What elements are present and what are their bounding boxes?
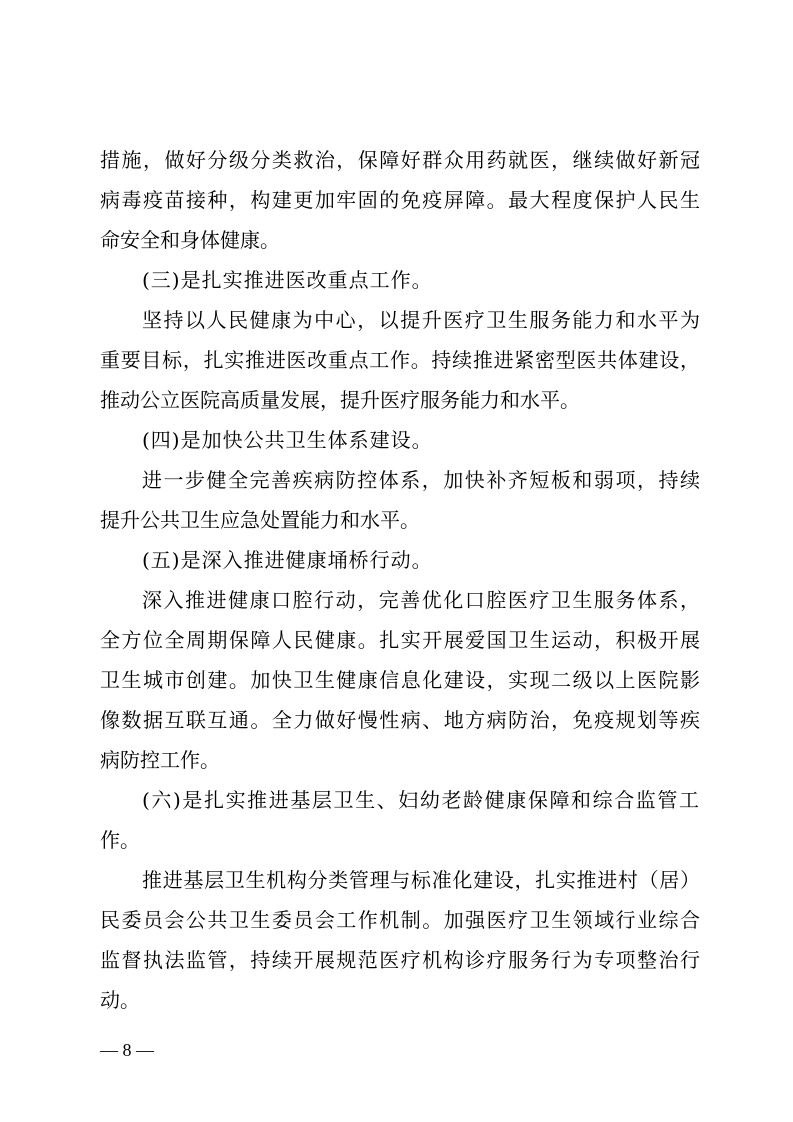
paragraph-7-line-2: 全方位全周期保障人民健康。扎实开展爱国卫生运动，积极开展 xyxy=(100,628,700,652)
page-number: — 8 — xyxy=(100,1040,154,1060)
section-heading-6-line-1: (六)是扎实推进基层卫生、妇幼老龄健康保障和综合监管工 xyxy=(142,788,700,812)
paragraph-3-line-3: 推动公立医院高质量发展，提升医疗服务能力和水平。 xyxy=(100,388,580,412)
paragraph-1-line-2: 病毒疫苗接种，构建更加牢固的免疫屏障。最大程度保护人民生 xyxy=(100,188,700,212)
section-heading-5: (五)是深入推进健康埇桥行动。 xyxy=(142,548,433,572)
paragraph-5-line-2: 提升公共卫生应急处置能力和水平。 xyxy=(100,508,420,532)
paragraph-3-line-2: 重要目标，扎实推进医改重点工作。持续推进紧密型医共体建设， xyxy=(100,348,700,372)
paragraph-7-line-3: 卫生城市创建。加快卫生健康信息化建设，实现二级以上医院影 xyxy=(100,668,700,692)
paragraph-1-line-1: 措施，做好分级分类救治，保障好群众用药就医，继续做好新冠 xyxy=(100,148,700,172)
paragraph-9-line-1: 推进基层卫生机构分类管理与标准化建设，扎实推进村（居） xyxy=(142,868,700,892)
section-heading-4: (四)是加快公共卫生体系建设。 xyxy=(142,428,433,452)
paragraph-5-line-1: 进一步健全完善疾病防控体系，加快补齐短板和弱项，持续 xyxy=(142,468,700,492)
paragraph-3-line-1: 坚持以人民健康为中心，以提升医疗卫生服务能力和水平为 xyxy=(142,308,700,332)
paragraph-9-line-4: 动。 xyxy=(100,988,140,1012)
section-heading-6-line-2: 作。 xyxy=(100,828,140,852)
paragraph-9-line-2: 民委员会公共卫生委员会工作机制。加强医疗卫生领域行业综合 xyxy=(100,908,700,932)
paragraph-7-line-5: 病防控工作。 xyxy=(100,748,220,772)
paragraph-1-line-3: 命安全和身体健康。 xyxy=(100,228,280,252)
paragraph-7-line-4: 像数据互联互通。全力做好慢性病、地方病防治，免疫规划等疾 xyxy=(100,708,700,732)
paragraph-7-line-1: 深入推进健康口腔行动，完善优化口腔医疗卫生服务体系， xyxy=(142,588,700,612)
section-heading-3: (三)是扎实推进医改重点工作。 xyxy=(142,268,433,292)
paragraph-9-line-3: 监督执法监管，持续开展规范医疗机构诊疗服务行为专项整治行 xyxy=(100,948,700,972)
